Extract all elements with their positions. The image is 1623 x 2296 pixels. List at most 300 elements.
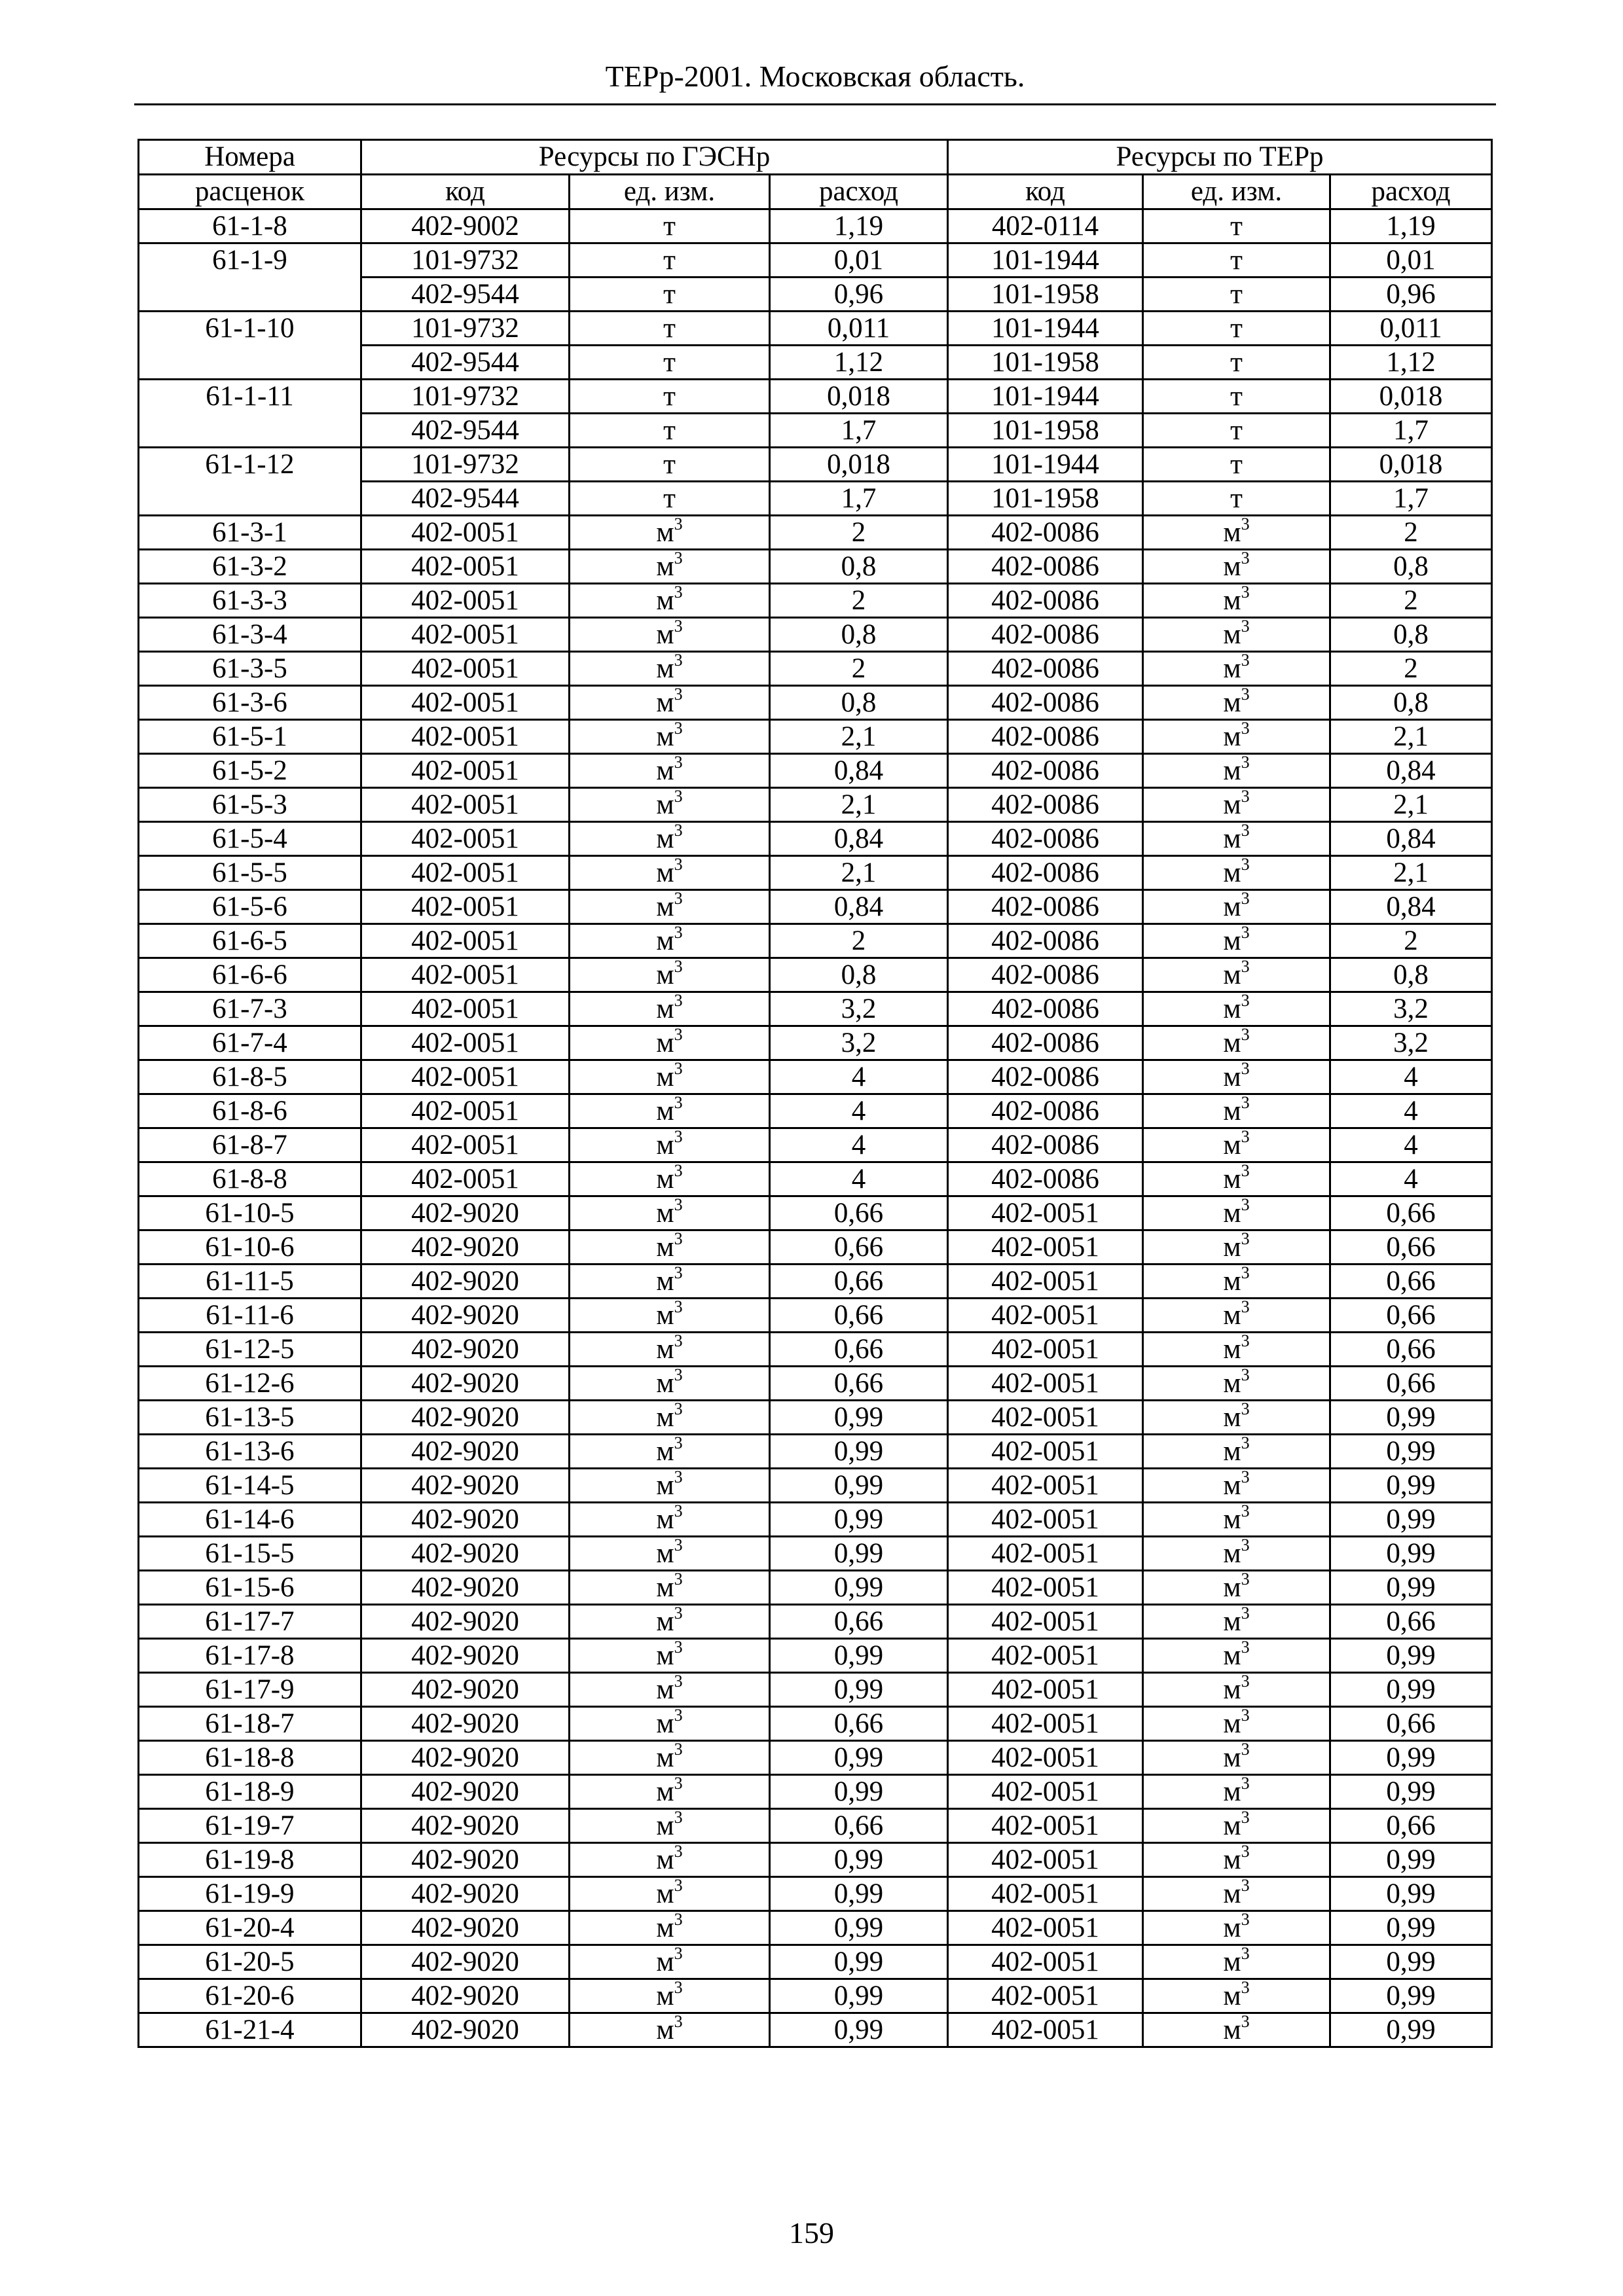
terr-ed-izm-value: м (1223, 789, 1241, 820)
terr-ed-izm-value: м (1223, 1640, 1241, 1671)
gesnr-rashod-cell (770, 1094, 948, 1128)
rate-number-cell: 61-12-5 (139, 1333, 361, 1367)
terr-rashod-cell (1330, 482, 1492, 516)
terr-rashod-cell (1330, 1299, 1492, 1333)
unit-superscript: 3 (1241, 1161, 1250, 1180)
page-header-title: ТЕРр-2001. Московская область. (605, 60, 1025, 93)
unit-superscript: 3 (1241, 1570, 1250, 1588)
unit-superscript: 3 (674, 1263, 683, 1282)
gesnr-rashod-value: 1,19 (833, 211, 884, 242)
terr-ed-izm-value: м (1223, 1946, 1241, 1977)
terr-rashod-value: 0,8 (1393, 551, 1429, 582)
rate-number-cell: 61-17-7 (139, 1605, 361, 1639)
rate-number-cell: 61-20-4 (139, 1911, 361, 1945)
rate-number-cell: 61-5-5 (139, 856, 361, 890)
terr-ed-izm-cell (1143, 1094, 1330, 1128)
unit-superscript: 3 (1241, 1059, 1250, 1078)
terr-kod-cell (948, 618, 1143, 652)
gesnr-ed-izm-value: м (656, 1334, 674, 1365)
unit-superscript: 3 (1241, 957, 1250, 976)
gesnr-ed-izm-cell (570, 1571, 770, 1605)
unit-superscript: 3 (674, 787, 683, 806)
gesnr-kod-cell (361, 720, 570, 754)
terr-ed-izm-value: м (1223, 1232, 1241, 1263)
terr-kod-cell (948, 1299, 1143, 1333)
terr-ed-izm-value: м (1223, 1096, 1241, 1126)
header-gesnr-kod: код (361, 175, 570, 209)
gesnr-rashod-value: 0,8 (841, 960, 877, 990)
gesnr-rashod-value: 2,1 (841, 789, 877, 820)
gesnr-ed-izm-cell (570, 992, 770, 1026)
terr-rashod-cell (1330, 1639, 1492, 1673)
terr-kod-cell (948, 720, 1143, 754)
terr-rashod-value: 2,1 (1393, 721, 1429, 752)
gesnr-kod-value: 402-9020 (411, 1981, 519, 2011)
gesnr-rashod-value: 0,84 (833, 823, 884, 854)
unit-superscript: 3 (674, 957, 683, 976)
rate-number-cell: 61-17-8 (139, 1639, 361, 1673)
gesnr-ed-izm-value: м (656, 1776, 674, 1807)
terr-ed-izm-value: м (1223, 721, 1241, 752)
terr-kod-value: 402-0051 (991, 1572, 1099, 1603)
gesnr-ed-izm-value: м (656, 1878, 674, 1909)
terr-kod-cell (948, 1333, 1143, 1367)
gesnr-rashod-value: 0,99 (833, 1402, 884, 1433)
gesnr-rashod-value: 4 (851, 1096, 866, 1126)
terr-kod-value: 101-1958 (991, 347, 1099, 378)
terr-ed-izm-cell (1143, 1299, 1330, 1333)
gesnr-rashod-cell (770, 1843, 948, 1877)
gesnr-ed-izm-cell (570, 346, 770, 380)
terr-ed-izm-value: м (1223, 1198, 1241, 1229)
terr-rashod-cell (1330, 1094, 1492, 1128)
terr-ed-izm-value: м (1223, 1572, 1241, 1603)
table-row (139, 1877, 1492, 1911)
gesnr-kod-value: 402-9020 (411, 1504, 519, 1535)
terr-rashod-value: 4 (1404, 1130, 1418, 1160)
gesnr-kod-cell (361, 1877, 570, 1911)
gesnr-ed-izm-cell (570, 1299, 770, 1333)
table-body (139, 209, 1492, 2047)
table-row (139, 1503, 1492, 1537)
terr-ed-izm-value: м (1223, 619, 1241, 650)
gesnr-rashod-cell (770, 1367, 948, 1401)
terr-rashod-cell (1330, 652, 1492, 686)
terr-ed-izm-value: м (1223, 1878, 1241, 1909)
gesnr-kod-value: 402-0051 (411, 789, 519, 820)
terr-ed-izm-cell (1143, 1196, 1330, 1230)
unit-superscript: 3 (674, 1467, 683, 1486)
rate-number-cell: 61-6-5 (139, 924, 361, 958)
gesnr-ed-izm-value: м (656, 1130, 674, 1160)
gesnr-ed-izm-cell (570, 1265, 770, 1299)
terr-rashod-value: 0,8 (1393, 619, 1429, 650)
gesnr-ed-izm-value: м (656, 517, 674, 548)
gesnr-ed-izm-value: м (656, 1300, 674, 1331)
terr-kod-value: 402-0051 (991, 1878, 1099, 1909)
terr-ed-izm-value: т (1230, 415, 1243, 446)
gesnr-rashod-cell (770, 1605, 948, 1639)
terr-rashod-cell (1330, 550, 1492, 584)
gesnr-ed-izm-value: т (663, 279, 676, 310)
gesnr-kod-cell (361, 1605, 570, 1639)
gesnr-ed-izm-value: м (656, 1946, 674, 1977)
unit-superscript: 3 (674, 1229, 683, 1248)
page-header (134, 58, 1496, 105)
terr-rashod-value: 1,12 (1386, 347, 1436, 378)
terr-kod-cell (948, 1571, 1143, 1605)
terr-ed-izm-cell (1143, 992, 1330, 1026)
terr-kod-value: 402-0051 (991, 1300, 1099, 1331)
gesnr-kod-value: 402-9020 (411, 1708, 519, 1739)
terr-ed-izm-value: м (1223, 517, 1241, 548)
terr-ed-izm-value: м (1223, 960, 1241, 990)
rate-number-cell: 61-1-12 (139, 448, 361, 516)
gesnr-kod-value: 402-0051 (411, 891, 519, 922)
terr-kod-value: 402-0051 (991, 1334, 1099, 1365)
terr-kod-value: 402-0051 (991, 1674, 1099, 1705)
terr-kod-value: 402-0086 (991, 517, 1099, 548)
terr-kod-value: 402-0051 (991, 1912, 1099, 1943)
gesnr-ed-izm-cell (570, 1162, 770, 1196)
terr-rashod-cell (1330, 1877, 1492, 1911)
terr-rashod-cell (1330, 1367, 1492, 1401)
terr-kod-cell (948, 209, 1143, 243)
gesnr-ed-izm-cell (570, 618, 770, 652)
gesnr-ed-izm-value: т (663, 381, 676, 412)
terr-kod-cell (948, 1435, 1143, 1469)
table-row (139, 958, 1492, 992)
rate-number-cell: 61-11-6 (139, 1299, 361, 1333)
terr-kod-value: 402-0051 (991, 1402, 1099, 1433)
rate-number-cell: 61-14-5 (139, 1469, 361, 1503)
gesnr-rashod-value: 0,99 (833, 1572, 884, 1603)
terr-kod-value: 402-0051 (991, 1198, 1099, 1229)
header-terr-ed-izm: ед. изм. (1143, 175, 1330, 209)
gesnr-ed-izm-cell (570, 1026, 770, 1060)
gesnr-ed-izm-value: м (656, 823, 674, 854)
gesnr-rashod-cell (770, 1639, 948, 1673)
gesnr-kod-cell (361, 1026, 570, 1060)
terr-ed-izm-value: м (1223, 1334, 1241, 1365)
gesnr-kod-cell (361, 924, 570, 958)
gesnr-ed-izm-value: м (656, 1028, 674, 1058)
terr-rashod-cell (1330, 1196, 1492, 1230)
gesnr-rashod-value: 0,018 (827, 449, 890, 480)
terr-rashod-cell (1330, 890, 1492, 924)
gesnr-ed-izm-cell (570, 516, 770, 550)
terr-kod-value: 402-0086 (991, 755, 1099, 786)
gesnr-ed-izm-cell (570, 1843, 770, 1877)
gesnr-rashod-value: 2 (851, 585, 866, 616)
gesnr-ed-izm-cell (570, 1503, 770, 1537)
gesnr-kod-value: 402-9020 (411, 1912, 519, 1943)
unit-superscript: 3 (1241, 2012, 1250, 2031)
terr-kod-cell (948, 1230, 1143, 1265)
terr-ed-izm-value: м (1223, 925, 1241, 956)
gesnr-kod-value: 402-0051 (411, 585, 519, 616)
table-row (139, 890, 1492, 924)
gesnr-kod-cell (361, 1911, 570, 1945)
terr-kod-value: 402-0086 (991, 619, 1099, 650)
terr-ed-izm-cell (1143, 1843, 1330, 1877)
gesnr-kod-cell (361, 1367, 570, 1401)
terr-kod-cell (948, 1673, 1143, 1707)
gesnr-rashod-cell (770, 380, 948, 414)
unit-superscript: 3 (674, 1842, 683, 1861)
terr-ed-izm-cell (1143, 686, 1330, 720)
terr-rashod-cell (1330, 1775, 1492, 1809)
table-row (139, 618, 1492, 652)
terr-kod-value: 402-0051 (991, 1538, 1099, 1569)
gesnr-ed-izm-cell (570, 1979, 770, 2013)
unit-superscript: 3 (1241, 1093, 1250, 1112)
gesnr-kod-cell (361, 1571, 570, 1605)
gesnr-kod-value: 402-0051 (411, 960, 519, 990)
terr-rashod-value: 0,01 (1386, 245, 1436, 276)
unit-superscript: 3 (674, 1604, 683, 1623)
gesnr-kod-value: 402-9020 (411, 1402, 519, 1433)
terr-ed-izm-value: м (1223, 1674, 1241, 1705)
gesnr-kod-value: 402-0051 (411, 925, 519, 956)
unit-superscript: 3 (1241, 1876, 1250, 1895)
rate-number-cell: 61-10-5 (139, 1196, 361, 1230)
unit-superscript: 3 (1241, 1638, 1250, 1657)
gesnr-rashod-value: 0,66 (833, 1810, 884, 1841)
gesnr-kod-value: 402-9020 (411, 1810, 519, 1841)
gesnr-kod-value: 402-9020 (411, 1776, 519, 1807)
gesnr-kod-value: 402-0051 (411, 823, 519, 854)
unit-superscript: 3 (1241, 1842, 1250, 1861)
rate-number-cell: 61-18-7 (139, 1707, 361, 1741)
gesnr-kod-cell (361, 1265, 570, 1299)
gesnr-rashod-value: 2 (851, 517, 866, 548)
terr-rashod-value: 2 (1404, 517, 1418, 548)
terr-ed-izm-value: т (1230, 483, 1243, 514)
gesnr-rashod-cell (770, 584, 948, 618)
gesnr-rashod-value: 0,66 (833, 1334, 884, 1365)
terr-rashod-cell (1330, 992, 1492, 1026)
gesnr-ed-izm-cell (570, 788, 770, 822)
gesnr-rashod-cell (770, 1333, 948, 1367)
unit-superscript: 3 (1241, 1365, 1250, 1384)
rate-number-cell: 61-3-5 (139, 652, 361, 686)
rate-number-cell: 61-8-7 (139, 1128, 361, 1162)
terr-kod-value: 402-0051 (991, 1810, 1099, 1841)
terr-ed-izm-cell (1143, 1333, 1330, 1367)
gesnr-kod-value: 402-9020 (411, 1674, 519, 1705)
gesnr-ed-izm-value: м (656, 1470, 674, 1501)
gesnr-ed-izm-value: м (656, 687, 674, 718)
rate-number-cell: 61-3-4 (139, 618, 361, 652)
table-row (139, 856, 1492, 890)
terr-ed-izm-value: т (1230, 279, 1243, 310)
rate-number-cell: 61-3-1 (139, 516, 361, 550)
gesnr-rashod-cell (770, 754, 948, 788)
terr-kod-cell (948, 1503, 1143, 1537)
unit-superscript: 3 (1241, 583, 1250, 601)
terr-ed-izm-cell (1143, 788, 1330, 822)
terr-kod-cell (948, 2013, 1143, 2047)
terr-kod-value: 101-1944 (991, 245, 1099, 276)
terr-ed-izm-cell (1143, 652, 1330, 686)
rate-number-cell: 61-8-6 (139, 1094, 361, 1128)
gesnr-kod-cell (361, 1741, 570, 1775)
gesnr-rashod-value: 0,66 (833, 1232, 884, 1263)
gesnr-kod-value: 402-0051 (411, 1062, 519, 1092)
rate-number-cell: 61-18-9 (139, 1775, 361, 1809)
gesnr-rashod-value: 0,66 (833, 1708, 884, 1739)
gesnr-rashod-cell (770, 1469, 948, 1503)
terr-kod-value: 402-0051 (991, 1504, 1099, 1535)
gesnr-kod-cell (361, 1196, 570, 1230)
terr-ed-izm-value: м (1223, 2015, 1241, 2045)
gesnr-kod-value: 402-9020 (411, 1368, 519, 1399)
table-row (139, 1945, 1492, 1979)
gesnr-kod-value: 402-0051 (411, 1164, 519, 1194)
terr-ed-izm-cell (1143, 958, 1330, 992)
gesnr-kod-cell (361, 448, 570, 482)
terr-kod-cell (948, 550, 1143, 584)
terr-kod-value: 402-0051 (991, 1742, 1099, 1773)
terr-ed-izm-cell (1143, 243, 1330, 278)
terr-rashod-value: 0,99 (1386, 1912, 1436, 1943)
table-row (139, 448, 1492, 482)
terr-kod-value: 101-1958 (991, 483, 1099, 514)
terr-rashod-value: 0,99 (1386, 1402, 1436, 1433)
gesnr-ed-izm-value: т (663, 245, 676, 276)
gesnr-kod-value: 402-9020 (411, 1878, 519, 1909)
gesnr-ed-izm-cell (570, 1367, 770, 1401)
unit-superscript: 3 (674, 1365, 683, 1384)
gesnr-ed-izm-cell (570, 550, 770, 584)
unit-superscript: 3 (674, 1944, 683, 1963)
terr-rashod-cell (1330, 1571, 1492, 1605)
terr-rashod-value: 0,018 (1379, 381, 1443, 412)
unit-superscript: 3 (674, 1535, 683, 1554)
terr-rashod-cell (1330, 686, 1492, 720)
terr-rashod-cell (1330, 1911, 1492, 1945)
terr-rashod-value: 2 (1404, 653, 1418, 684)
terr-ed-izm-cell (1143, 1060, 1330, 1094)
gesnr-rashod-cell (770, 1162, 948, 1196)
terr-ed-izm-cell (1143, 1945, 1330, 1979)
gesnr-rashod-cell (770, 482, 948, 516)
terr-rashod-value: 0,99 (1386, 1844, 1436, 1875)
gesnr-ed-izm-value: м (656, 1164, 674, 1194)
header-terr-group: Ресурсы по ТЕРр (948, 140, 1492, 175)
gesnr-ed-izm-value: м (656, 1708, 674, 1739)
gesnr-rashod-value: 0,99 (833, 1436, 884, 1467)
gesnr-rashod-value: 0,66 (833, 1266, 884, 1297)
terr-rashod-value: 0,66 (1386, 1368, 1436, 1399)
gesnr-ed-izm-value: м (656, 1198, 674, 1229)
terr-ed-izm-cell (1143, 1469, 1330, 1503)
terr-rashod-cell (1330, 788, 1492, 822)
unit-superscript: 3 (1241, 1331, 1250, 1350)
gesnr-kod-cell (361, 686, 570, 720)
gesnr-ed-izm-cell (570, 1741, 770, 1775)
table-row (139, 380, 1492, 414)
terr-ed-izm-value: м (1223, 1810, 1241, 1841)
terr-kod-cell (948, 1128, 1143, 1162)
rate-number-cell: 61-6-6 (139, 958, 361, 992)
table-row (139, 924, 1492, 958)
terr-ed-izm-cell (1143, 1605, 1330, 1639)
terr-ed-izm-value: м (1223, 823, 1241, 854)
unit-superscript: 3 (674, 1093, 683, 1112)
gesnr-ed-izm-cell (570, 1537, 770, 1571)
unit-superscript: 3 (1241, 685, 1250, 704)
terr-ed-izm-value: м (1223, 1912, 1241, 1943)
terr-ed-izm-cell (1143, 482, 1330, 516)
table-row (139, 1571, 1492, 1605)
gesnr-kod-value: 402-0051 (411, 994, 519, 1024)
unit-superscript: 3 (1241, 855, 1250, 874)
terr-rashod-cell (1330, 380, 1492, 414)
terr-rashod-value: 0,99 (1386, 1436, 1436, 1467)
unit-superscript: 3 (674, 1638, 683, 1657)
gesnr-ed-izm-value: м (656, 721, 674, 752)
rate-number-cell: 61-7-3 (139, 992, 361, 1026)
gesnr-rashod-value: 0,8 (841, 551, 877, 582)
terr-kod-cell (948, 584, 1143, 618)
terr-kod-value: 402-0051 (991, 2015, 1099, 2045)
gesnr-rashod-cell (770, 209, 948, 243)
terr-rashod-cell (1330, 1469, 1492, 1503)
unit-superscript: 3 (674, 1808, 683, 1827)
table-row (139, 209, 1492, 243)
terr-rashod-value: 0,99 (1386, 1640, 1436, 1671)
terr-ed-izm-value: м (1223, 585, 1241, 616)
gesnr-kod-value: 402-9020 (411, 1640, 519, 1671)
rate-number-cell: 61-19-8 (139, 1843, 361, 1877)
gesnr-kod-cell (361, 550, 570, 584)
table-row (139, 1094, 1492, 1128)
terr-kod-value: 402-0051 (991, 1776, 1099, 1807)
terr-ed-izm-cell (1143, 346, 1330, 380)
gesnr-rashod-cell (770, 1196, 948, 1230)
unit-superscript: 3 (1241, 651, 1250, 670)
table-row (139, 1435, 1492, 1469)
gesnr-ed-izm-value: т (663, 313, 676, 344)
terr-ed-izm-cell (1143, 1673, 1330, 1707)
table-row (139, 1026, 1492, 1060)
unit-superscript: 3 (674, 2012, 683, 2031)
gesnr-ed-izm-cell (570, 1333, 770, 1367)
gesnr-kod-value: 101-9732 (411, 313, 519, 344)
gesnr-kod-cell (361, 1537, 570, 1571)
terr-kod-value: 402-0086 (991, 960, 1099, 990)
unit-superscript: 3 (674, 1740, 683, 1759)
terr-ed-izm-value: м (1223, 1028, 1241, 1058)
gesnr-rashod-value: 0,66 (833, 1198, 884, 1229)
unit-superscript: 3 (674, 1978, 683, 1997)
terr-kod-value: 402-0051 (991, 1640, 1099, 1671)
unit-superscript: 3 (674, 1331, 683, 1350)
unit-superscript: 3 (674, 855, 683, 874)
gesnr-ed-izm-cell (570, 686, 770, 720)
gesnr-rashod-value: 2,1 (841, 857, 877, 888)
gesnr-ed-izm-cell (570, 312, 770, 346)
gesnr-ed-izm-value: м (656, 1232, 674, 1263)
gesnr-ed-izm-value: м (656, 1912, 674, 1943)
gesnr-rashod-cell (770, 720, 948, 754)
terr-kod-value: 402-0051 (991, 1470, 1099, 1501)
terr-ed-izm-value: м (1223, 1368, 1241, 1399)
terr-kod-cell (948, 414, 1143, 448)
unit-superscript: 3 (1241, 1433, 1250, 1452)
